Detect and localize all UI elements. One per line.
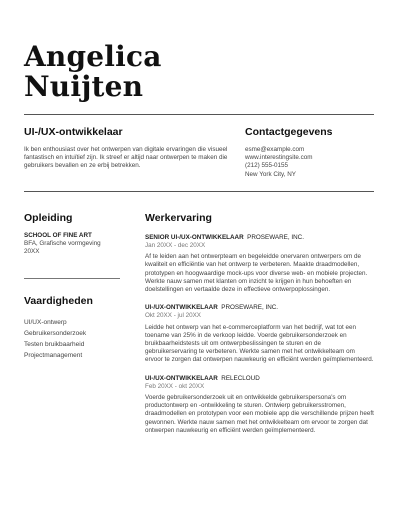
intro-section — [24, 115, 374, 179]
job-title: UI-/UX-ONTWIKKELAAR — [145, 374, 218, 382]
profile-summary: Ik ben enthousiast over het ontwerpen van digitale ervaringen die visueel fantastisch en intuïtief zijn. Ik streef er altijd naar ontwerpen te maken die gebruikers bevallen en ze erbij betrekken. — [24, 146, 228, 170]
education-heading: Opleiding — [24, 211, 73, 224]
job-title: SENIOR UI-/UX-ONTWIKKELAAR — [145, 233, 244, 241]
job-company: RELECLOUD — [221, 374, 260, 382]
contact-website[interactable]: www.interestingsite.com — [245, 154, 313, 162]
job-title: UI-/UX-ONTWIKKELAAR — [145, 304, 218, 312]
profile-block — [24, 126, 229, 179]
contact-phone: (212) 555-0155 — [245, 162, 289, 170]
experience-heading: Werkervaring — [145, 211, 212, 224]
job-entry — [145, 304, 374, 364]
job-entry — [145, 234, 374, 294]
body-section — [24, 192, 374, 435]
job-company: PROSEWARE, INC. — [221, 304, 279, 312]
job-entry — [145, 375, 374, 435]
job-description: Leidde het ontwerp van het e-commerceplatform van het bedrijf, wat tot een toename van 25% in de verkoop leidde. Voerde gebruikersonderzoek en bruikbaarheidstests uit om ontwerpbeslissingen te sturen en de gebruikerservaring te verbeteren. Werkte samen met het ontwikkelteam om ervoor te zorgen dat ontwerpen nauwkeurig en efficiënt werden geïmplementeerd. — [145, 323, 374, 364]
job-dates: Feb 20XX - okt 20XX — [145, 382, 205, 390]
resume-name — [24, 0, 374, 102]
job-title-line — [145, 375, 374, 383]
education-school: SCHOOL OF FINE ART — [24, 231, 92, 239]
skill-item: UI/UX-ontwerp — [24, 319, 67, 327]
skills-list — [24, 317, 120, 361]
contact-city: New York City, NY — [245, 170, 296, 178]
experience-column — [145, 212, 374, 435]
job-company: PROSEWARE, INC. — [247, 233, 304, 241]
contact-email[interactable]: esme@example.com — [245, 146, 305, 153]
skills-heading: Vaardigheden — [24, 295, 93, 308]
contact-block — [245, 126, 374, 179]
contact-heading: Contactgegevens — [245, 126, 333, 138]
job-description: Voerde gebruikersonderzoek uit en ontwikkelde gebruikerspersona's om productontwerp en -ontwikkeling te sturen. Ontwierp gebruikersstromen, draadmodellen en prototypen voor een mobiele app die verschillende prijzen heeft gewonnen. Werkte nauw samen met het ontwikkelteam om ervoor te zorgen dat ontwerpen nauwkeurig en efficiënt werden geïmplementeerd. — [145, 394, 374, 434]
skill-item: Projectmanagement — [24, 352, 83, 360]
skill-item: Gebruikersonderzoek — [24, 330, 87, 338]
job-dates: Jan 20XX - dec 20XX — [145, 242, 206, 250]
sidebar-column — [24, 212, 120, 435]
job-description: Af te leiden aan het ontwerpteam en begeleidde onervaren ontwerpers om de kwaliteit en efficiëntie van het ontwerp te verbeteren. Maakte draadmodellen, prototypen en hoogwaardige mock-ups voor diverse web- en mobiele projecten. Werkte nauw samen met klanten om inzicht te krijgen in hun behoeften en doelstellingen en vertaalde deze in effectieve ontwerpoplossingen. — [145, 253, 368, 294]
education-year: 20XX — [24, 248, 40, 256]
last-name: Nuijten — [24, 70, 144, 103]
job-title-line — [145, 304, 374, 312]
skill-item: Testen bruikbaarheid — [24, 341, 85, 349]
job-dates: Okt 20XX - jul 20XX — [145, 312, 201, 320]
education-degree: BFA, Grafische vormgeving — [24, 240, 101, 248]
profile-heading: UI-/UX-ontwikkelaar — [24, 126, 123, 138]
job-title-line — [145, 234, 374, 242]
first-name: Angelica — [24, 40, 162, 73]
sidebar-divider — [24, 278, 120, 279]
